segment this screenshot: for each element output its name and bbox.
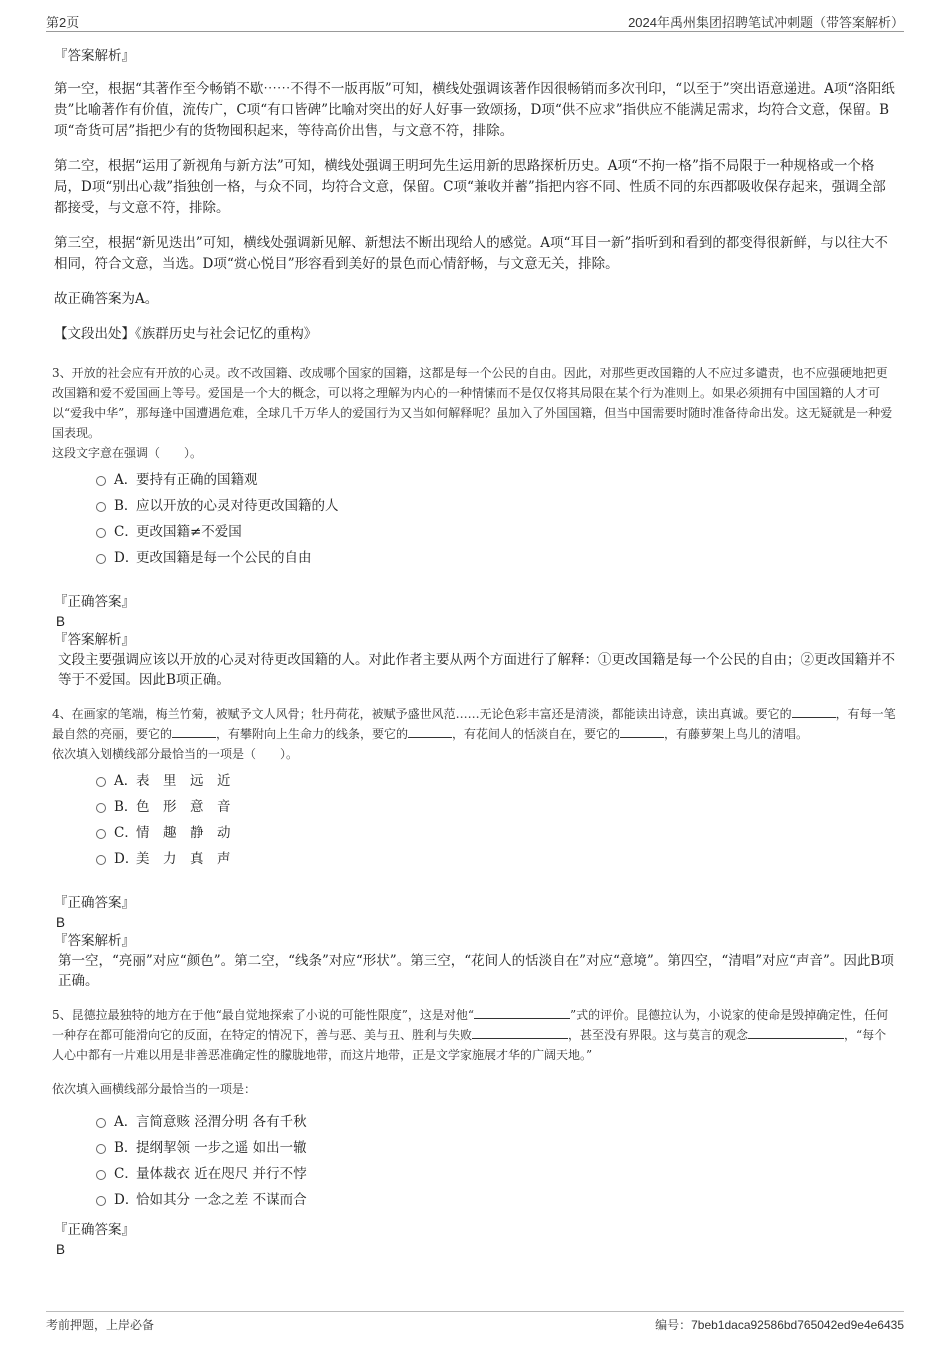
q3-stem: 3、开放的社会应有开放的心灵。改不改国籍、改成哪个国家的国籍，这都是每一个公民的自由。因此，对那些更改国籍的人不应过多谴责，也不应强硬地把更改国籍和爱不爱国画上等号。爱国是一个大的概念，可以将之理解为内心的一种情愫而不是仅仅将其局限在某个行为准则上。如果必须拥有中国国籍的人才可以“爱我中华”，那每逢中国遭遇危难，全球几千万华人的爱国行为又当如何解释呢？虽加入了外国国籍，但当中国需要时随时准备待命出发。这无疑就是一种爱国表现。 [52, 366, 893, 440]
blank-line [792, 704, 836, 718]
radio-icon[interactable] [96, 554, 106, 564]
q3-option-b[interactable]: B． 应以开放的心灵对待更改国籍的人 [96, 493, 896, 519]
q4-stem: 4、在画家的笔端，梅兰竹菊，被赋予文人风骨；牡丹荷花，被赋予盛世风范……无论色彩丰富还是清淡，都能读出诗意，读出真诚。要它的 ，有每一笔最自然的亮丽，要它的 ，有攀附向上生命力的线条，要它的 ，有花间人的恬淡自在，要它的 ，有藤萝架上鸟儿的清唱。 [52, 704, 896, 744]
q3-answer-heading: 『正确答案』 [54, 594, 135, 610]
q3-prompt: 这段文字意在强调（ ）。 [52, 446, 203, 460]
q4-options [96, 768, 896, 872]
q3-options [96, 467, 896, 571]
q3-option-d[interactable]: D． 更改国籍是每一个公民的自由 [96, 545, 896, 571]
blank-line [620, 724, 664, 738]
question-3 [54, 363, 896, 690]
q3-option-a[interactable]: A． 要持有正确的国籍观 [96, 467, 896, 493]
radio-icon[interactable] [96, 855, 106, 865]
radio-icon[interactable] [96, 829, 106, 839]
q4-answer: B [56, 915, 66, 930]
q4-option-d[interactable]: D． 美 力 真 声 [96, 846, 896, 872]
q4-explanation: 第一空，“亮丽”对应“颜色”。第二空，“线条”对应“形状”。第三空，“花间人的恬淡自在”对应“意境”。第四空，“清唱”对应“声音”。因此B项正确。 [58, 953, 894, 989]
blank-line [472, 1025, 568, 1039]
page-footer [46, 1311, 904, 1333]
radio-icon[interactable] [96, 777, 106, 787]
q5-options [96, 1109, 896, 1213]
question-4 [54, 704, 896, 991]
footer-slogan: 考前押题，上岸必备 [46, 1318, 155, 1332]
q2-explanation-para2: 第二空，根据“运用了新视角与新方法”可知，横线处强调王明珂先生运用新的思路探析历史。A项“不拘一格”指不局限于一种规格或一个格局，D项“别出心裁”指独创一格，与众不同，均符合文意，保留。C项“兼收并蓄”指把内容不同、性质不同的东西都吸收保存起来，强调全部都接受，与文意不符，排除。 [54, 158, 886, 216]
q5-answer: B [56, 1242, 66, 1257]
blank-line [748, 1025, 844, 1039]
page-number: 第2页 [46, 15, 80, 30]
document-code: 编号：7beb1daca92586bd765042ed9e4e6435 [655, 1318, 904, 1332]
blank-line [408, 724, 452, 738]
q5-prompt: 依次填入画横线部分最恰当的一项是： [52, 1082, 257, 1096]
q3-explanation-heading: 『答案解析』 [54, 632, 135, 648]
question-5 [54, 1005, 896, 1259]
q5-answer-heading: 『正确答案』 [54, 1222, 135, 1238]
q3-option-c[interactable]: C． 更改国籍≠不爱国 [96, 519, 896, 545]
q5-option-d[interactable]: D． 恰如其分 一念之差 不谋而合 [96, 1187, 896, 1213]
q2-explanation-para3: 第三空，根据“新见迭出”可知，横线处强调新见解、新想法不断出现给人的感觉。A项“耳目一新”指听到和看到的都变得很新鲜，与以往大不相同，符合文意，当选。D项“赏心悦目”形容看到美好的景色而心情舒畅，与文意无关，排除。 [54, 235, 888, 272]
radio-icon[interactable] [96, 1170, 106, 1180]
radio-icon[interactable] [96, 1118, 106, 1128]
q4-explanation-heading: 『答案解析』 [54, 933, 135, 949]
radio-icon[interactable] [96, 803, 106, 813]
document-body [54, 46, 896, 1259]
radio-icon[interactable] [96, 528, 106, 538]
q5-option-a[interactable]: A． 言简意赅 泾渭分明 各有千秋 [96, 1109, 896, 1135]
document-title: 2024年禹州集团招聘笔试冲刺题（带答案解析） [628, 15, 904, 30]
q3-answer: B [56, 614, 66, 629]
q5-option-c[interactable]: C． 量体裁衣 近在咫尺 并行不悖 [96, 1161, 896, 1187]
q5-option-b[interactable]: B． 提纲挈领 一步之遥 如出一辙 [96, 1135, 896, 1161]
radio-icon[interactable] [96, 476, 106, 486]
blank-line [474, 1005, 570, 1019]
radio-icon[interactable] [96, 502, 106, 512]
q4-option-c[interactable]: C． 情 趣 静 动 [96, 820, 896, 846]
q2-explanation-heading: 『答案解析』 [54, 48, 135, 64]
radio-icon[interactable] [96, 1144, 106, 1154]
q2-source: 【文段出处】《族群历史与社会记忆的重构》 [54, 326, 318, 342]
blank-line [172, 724, 216, 738]
q4-option-b[interactable]: B． 色 形 意 音 [96, 794, 896, 820]
q4-option-a[interactable]: A． 表 里 远 近 [96, 768, 896, 794]
q3-explanation: 文段主要强调应该以开放的心灵对待更改国籍的人。对此作者主要从两个方面进行了解释：①更改国籍是每一个公民的自由；②更改国籍并不等于不爱国。因此B项正确。 [58, 652, 895, 688]
page-header [46, 10, 904, 32]
q2-explanation-para1: 第一空，根据“其著作至今畅销不歇⋯⋯不得不一版再版”可知，横线处强调该著作因很畅销而多次刊印，“以至于”突出语意递进。A项“洛阳纸贵”比喻著作有价值，流传广，C项“有口皆碑”比喻对突出的好人好事一致颂扬，D项“供不应求”指供应不能满足需求，均符合文意，保留。B项“奇货可居”指把少有的货物囤积起来，等待高价出售，与文意不符，排除。 [54, 81, 895, 139]
q4-answer-heading: 『正确答案』 [54, 895, 135, 911]
q5-stem: 5、昆德拉最独特的地方在于他“最自觉地探索了小说的可能性限度”，这是对他“ ”式的评价。昆德拉认为，小说家的使命是毁掉确定性，任何一种存在都可能滑向它的反面，在特定的情况下，善与恶、美与丑、胜利与失败 ，甚至没有界限。这与莫言的观念 ，“每个人心中都有一片难以用是非善恶准确定性的朦胧地带，而这片地带，正是文学家施展才华的广阔天地。” [52, 1005, 896, 1065]
radio-icon[interactable] [96, 1196, 106, 1206]
q2-conclusion: 故正确答案为A。 [54, 291, 159, 307]
q4-prompt: 依次填入划横线部分最恰当的一项是（ ）。 [52, 747, 299, 761]
